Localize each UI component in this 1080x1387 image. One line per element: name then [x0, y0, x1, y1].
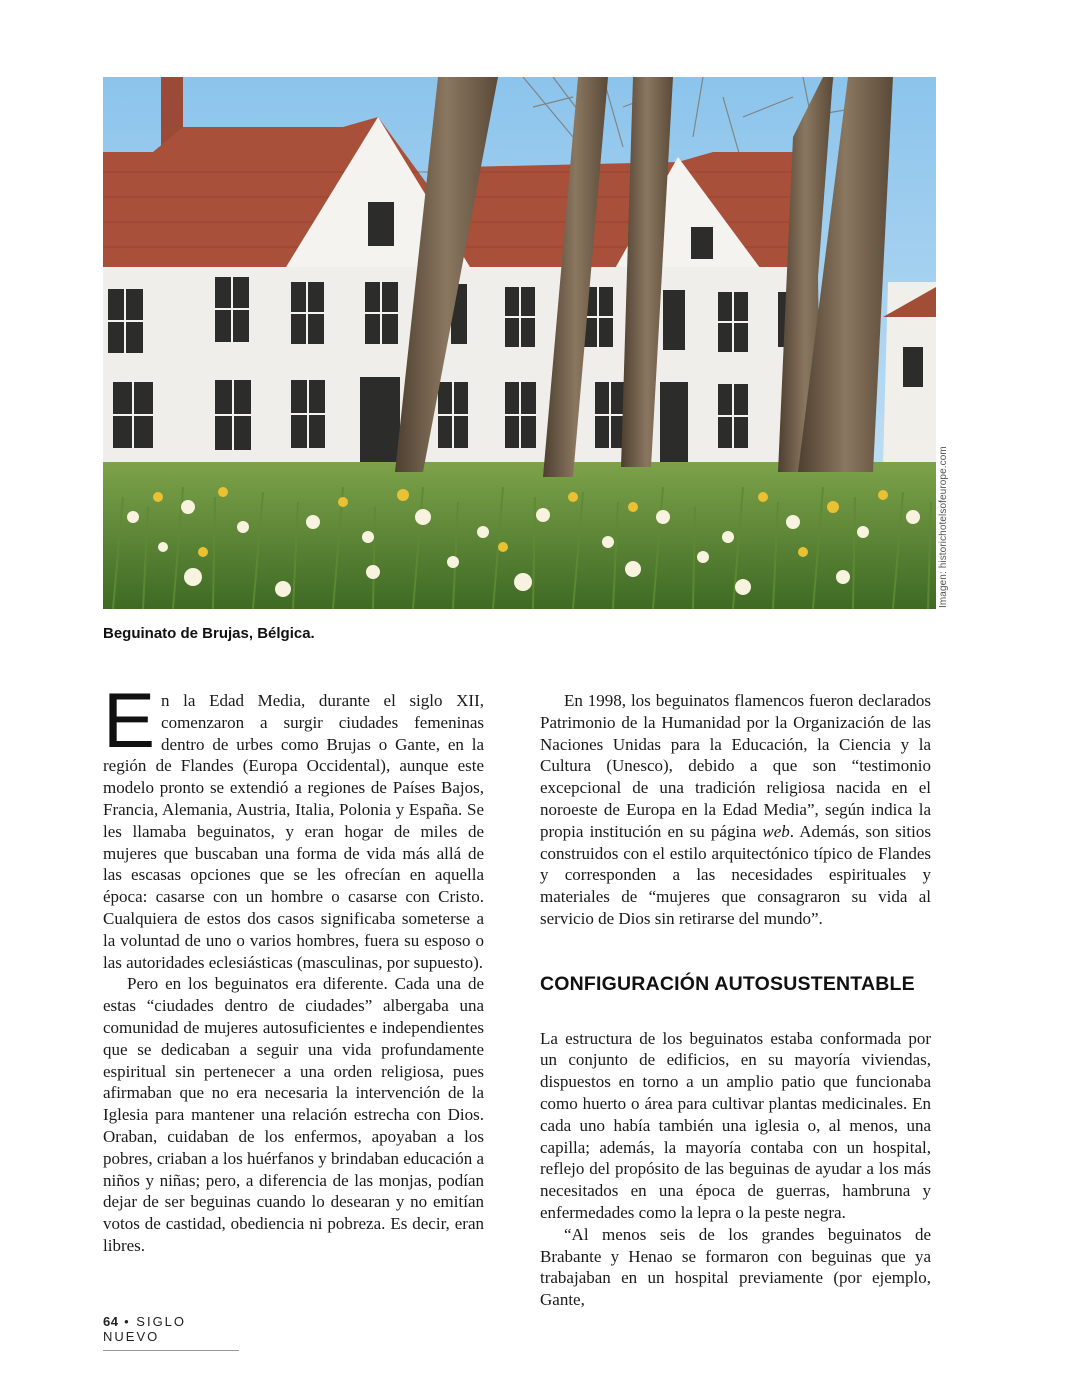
article-left-column [103, 676, 484, 1257]
beguinage-illustration [103, 77, 936, 609]
beguinage-photo [103, 77, 936, 609]
article-paragraph: Pero en los beguinatos era diferente. Cada una de estas “ciudades dentro de ciudades” albergaba una comunidad de mujeres autosuficientes e independientes que se dedicaban a seguir una vida profundamente espiritual sin pertenecer a una orden religiosa, pues afirmaban que no era necesaria la intervención de la Iglesia para mantener una relación estrecha con Dios. Oraban, cuidaban de los enfermos, apoyaban a los pobres, criaban a los huérfanos y brindaban educación a niños y niñas; pero, a diferencia de las monjas, podían dejar de ser beguinas cuando lo desearan y no emitían votos de castidad, obediencia ni pobreza. Es decir, eran libres. [103, 974, 484, 1255]
italic-word: web [762, 821, 790, 841]
paragraph-text: En 1998, los beguinatos flamencos fueron declarados Patrimonio de la Humanidad por la Organización de las Naciones Unidas para la Educación, la Ciencia y la Cultura (Unesco), debido a que son “testimonio excepcional de una tradición religiosa nacida en el noroeste de Europa en la Edad Media”, según indica la propia institución en su página [540, 691, 931, 841]
page-number: 64 [103, 1314, 119, 1329]
page-footer [103, 1314, 239, 1351]
article-paragraph [540, 690, 931, 930]
article-right-column [540, 690, 931, 1311]
paragraph-text: . Además, son sitios construidos con el estilo arquitectónico típico de Flandes y corresponden a las necesidades espirituales y materiales de “mujeres que consagraron su vida al servicio de Dios sin retirarse del mundo”. [540, 821, 931, 928]
footer-separator: • [124, 1314, 131, 1329]
article-paragraph [103, 676, 484, 973]
section-heading: CONFIGURACIÓN AUTOSUSTENTABLE [540, 972, 915, 995]
photo-caption: Beguinato de Brujas, Bélgica. [103, 625, 315, 642]
article-paragraph: “Al menos seis de los grandes beguinatos de Brabante y Henao se formaron con beguinas que ya trabajaban en un hospital previamente (por ejemplo, Gante, [540, 1224, 931, 1310]
drop-cap: E [103, 676, 156, 764]
paragraph-text: n la Edad Media, durante el siglo XII, comenzaron a surgir ciudades femeninas dentro de urbes como Brujas o Gante, en la región de Flandes (Europa Occidental), aunque este modelo pronto se extendió a regiones de Países Bajos, Francia, Alemania, Austria, Italia, Polonia y España. Se les llamaba beguinatos, y eran hogar de miles de mujeres que buscaban una forma de vida más allá de las escasas opciones que se les ofrecían en aquella época: casarse con un hombre o casarse con Cristo. Cualquiera de estos dos casos significaba someterse a la voluntad de uno o varios hombres, fuera su esposo o las autoridades eclesiásticas (masculinas, por supuesto). [103, 691, 484, 972]
article-paragraph: La estructura de los beguinatos estaba conformada por un conjunto de edificios, en su mayoría viviendas, dispuestos en torno a un amplio patio que funcionaba como huerto o área para cultivar plantas medicinales. En cada uno había también una iglesia o, al menos, una capilla; además, la mayoría contaba con un hospital, reflejo del propósito de las beguinas de ayudar a los más necesitados en una época de guerras, hambruna y enfermedades como la lepra o la peste negra. [540, 1028, 931, 1222]
magazine-name: SIGLO NUEVO [103, 1314, 187, 1344]
photo-credit: Imagen: historichotelsofeurope.com [938, 446, 949, 608]
